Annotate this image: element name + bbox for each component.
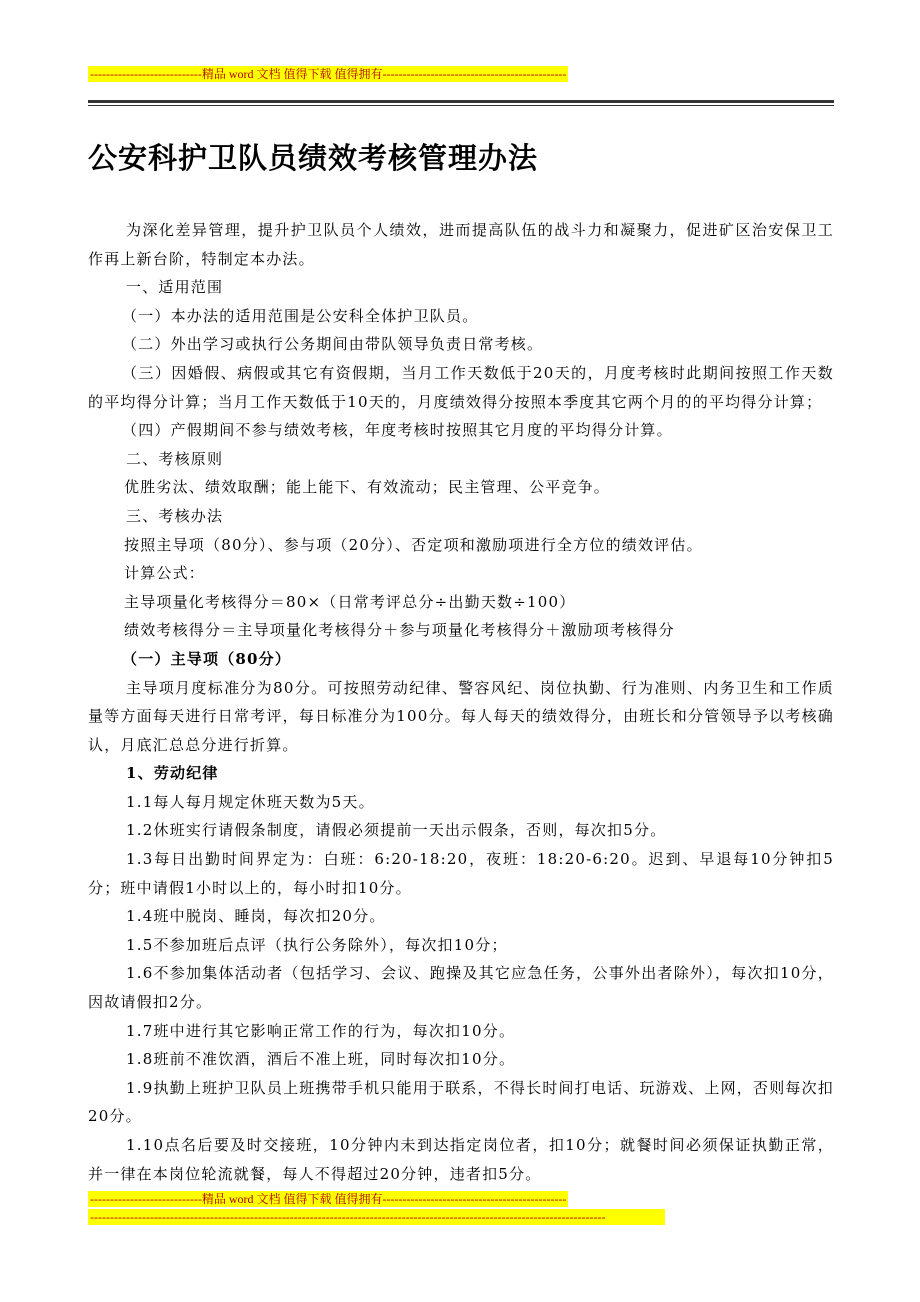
header-banner: ----------------------------精品 word 文档 值得下载 值得拥有---------------------------------------------- (90, 67, 567, 81)
footer-banner-line: --------------------------------------------------------------------------------------------------------------------------------- (88, 1209, 665, 1225)
list-item: （二）外出学习或执行公务期间由带队领导负责日常考核。 (122, 335, 544, 354)
header-rule (88, 100, 834, 103)
footer-banner: ----------------------------精品 word 文档 值得下载 值得拥有---------------------------------------------- (90, 1192, 567, 1206)
formula-line: 主导项量化考核得分＝80×（日常考评总分÷出勤天数÷100） (124, 592, 576, 611)
section-heading: 二、考核原则 (126, 449, 224, 468)
rule-item: 1.5不参加班后点评（执行公务除外），每次扣10分； (126, 935, 508, 954)
rule-item: 1.6不参加集体活动者（包括学习、会议、跑操及其它应急任务，公事外出者除外），每次扣10分，因故请假扣2分。 (88, 964, 834, 1012)
rule-item: 1.1每人每月规定休班天数为5天。 (126, 792, 375, 811)
document-body (88, 216, 834, 1188)
subsection-heading: （一）主导项（80分） (122, 649, 292, 668)
rule-item: 1.7班中进行其它影响正常工作的行为，每次扣10分。 (126, 1021, 516, 1040)
principles-text: 优胜劣汰、绩效取酬；能上能下、有效流动；民主管理、公平竞争。 (124, 478, 611, 497)
rule-item: 1.9执勤上班护卫队员上班携带手机只能用于联系，不得长时间打电话、玩游戏、上网，否则每次扣20分。 (88, 1078, 834, 1126)
section-heading: 一、适用范围 (126, 278, 224, 297)
rule-item: 1.10点名后要及时交接班，10分钟内未到达指定岗位者，扣10分；就餐时间必须保证执勤正常，并一律在本岗位轮流就餐，每人不得超过20分钟，违者扣5分。 (88, 1136, 834, 1183)
formula-label: 计算公式： (124, 564, 206, 583)
item-heading: 1、劳动纪律 (126, 764, 219, 783)
rule-item: 1.8班前不准饮酒，酒后不准上班，同时每次扣10分。 (126, 1050, 516, 1069)
method-text: 按照主导项（80分）、参与项（20分）、否定项和激励项进行全方位的绩效评估。 (124, 535, 703, 554)
document-title: 公安科护卫队员绩效考核管理办法 (88, 141, 539, 175)
section-heading: 三、考核办法 (126, 506, 224, 525)
list-item: （一）本办法的适用范围是公安科全体护卫队员。 (122, 306, 479, 325)
rule-item: 1.3每日出勤时间界定为：白班：6:20-18:20，夜班：18:20-6:20。迟到、早退每10分钟扣5分；班中请假1小时以上的，每小时扣10分。 (88, 850, 834, 897)
rule-item: 1.4班中脱岗、睡岗，每次扣20分。 (126, 907, 386, 926)
formula-line: 绩效考核得分＝主导项量化考核得分＋参与项量化考核得分＋激励项考核得分 (124, 621, 675, 640)
rule-item: 1.2休班实行请假条制度，请假必须提前一天出示假条，否则，每次扣5分。 (126, 821, 667, 840)
main-item-paragraph: 主导项月度标准分为80分。可按照劳动纪律、警容风纪、岗位执勤、行为准则、内务卫生和工作质量等方面每天进行日常考评，每日标准分为100分。每人每天的绩效得分，由班长和分管领导予以考核确认，月底汇总总分进行折算。 (88, 678, 834, 754)
list-item: （四）产假期间不参与绩效考核，年度考核时按照其它月度的平均得分计算。 (122, 421, 673, 440)
header-rule-thin (88, 105, 834, 106)
intro-paragraph: 为深化差异管理，提升护卫队员个人绩效，进而提高队伍的战斗力和凝聚力，促进矿区治安保卫工作再上新台阶，特制定本办法。 (88, 221, 834, 268)
list-item: （三）因婚假、病假或其它有资假期，当月工作天数低于20天的，月度考核时此期间按照工作天数的平均得分计算；当月工作天数低于10天的，月度绩效得分按照本季度其它两个月的的平均得分计算； (88, 363, 834, 411)
